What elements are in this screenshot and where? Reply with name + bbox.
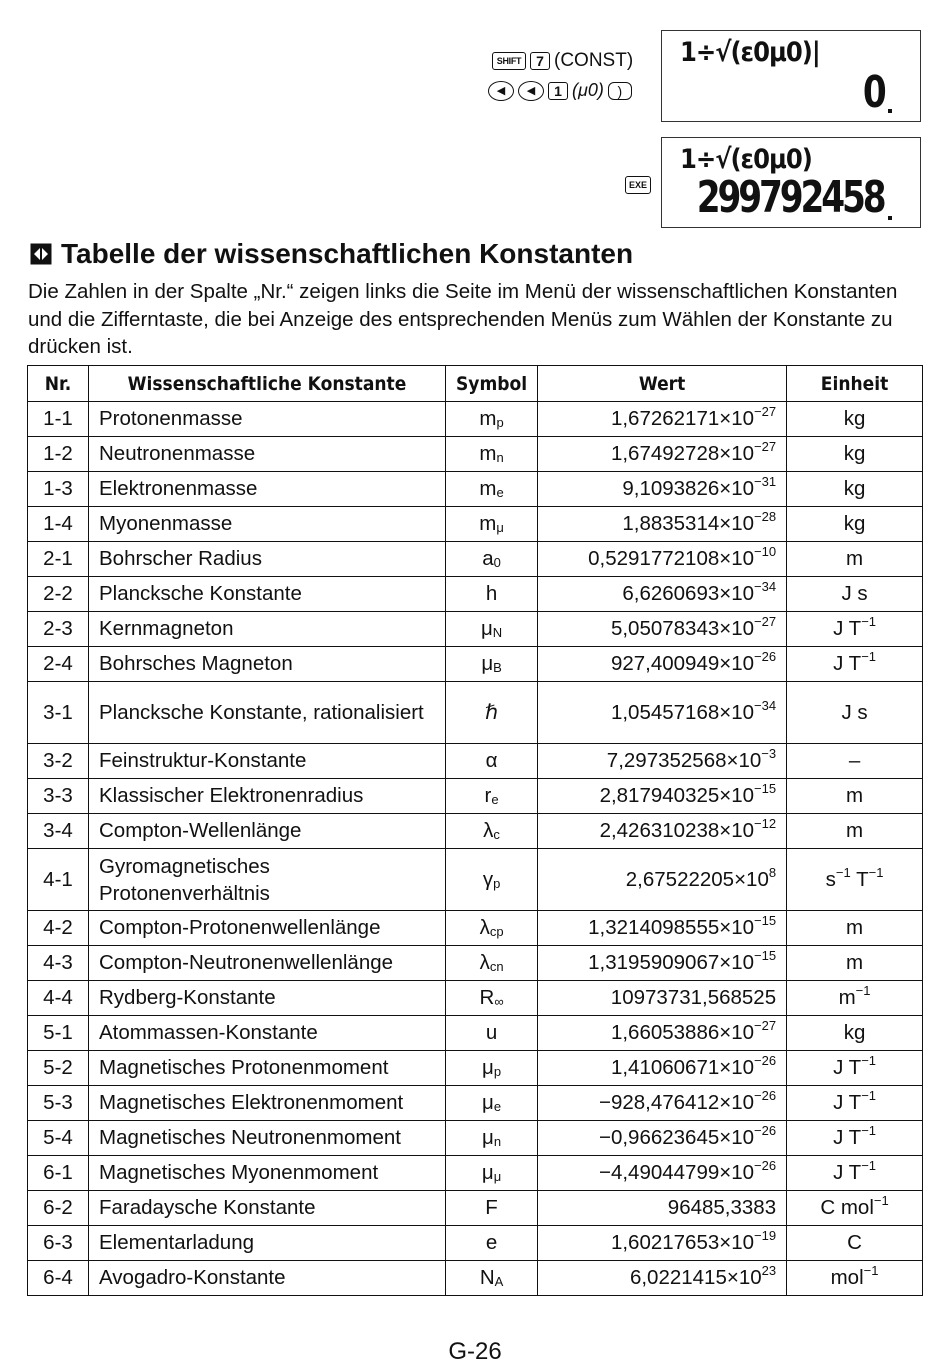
value-exponent: −26 bbox=[754, 649, 777, 664]
cell-constant-name: Compton-Neutronenwellenlänge bbox=[89, 946, 446, 981]
cell-symbol: $r_e$ bbox=[446, 779, 538, 814]
cell-nr: 6-1 bbox=[28, 1156, 89, 1191]
cell-nr: 5-2 bbox=[28, 1051, 89, 1086]
cell-symbol: $\mu_e$ bbox=[446, 1086, 538, 1121]
symbol-subscript: A bbox=[494, 1274, 504, 1289]
value-exponent: −3 bbox=[761, 746, 777, 761]
cell-constant-name: Magnetisches Neutronenmoment bbox=[89, 1121, 446, 1156]
cell-value: $2,817940325\times 10^{-15}$ bbox=[538, 779, 787, 814]
table-row bbox=[28, 1191, 923, 1226]
table-row bbox=[28, 1086, 923, 1121]
unit-exponent: −1 bbox=[861, 649, 877, 664]
unit-exponent: −1 bbox=[861, 1053, 877, 1068]
value-exponent: 23 bbox=[761, 1263, 777, 1278]
left-arrow-key-icon: ◀ bbox=[518, 81, 544, 101]
header-symbol: Symbol bbox=[446, 366, 538, 402]
cell-value: 10973731,568525 bbox=[538, 981, 787, 1016]
decimal-dot-icon bbox=[888, 216, 892, 220]
cell-unit: J $T^{-1}$ bbox=[787, 1156, 923, 1191]
table-header-row bbox=[28, 366, 923, 402]
table-row bbox=[28, 682, 923, 744]
symbol-subscript: N bbox=[492, 625, 503, 640]
cell-symbol: $\lambda_c$ bbox=[446, 814, 538, 849]
cell-constant-name: Rydberg-Konstante bbox=[89, 981, 446, 1016]
table-row bbox=[28, 612, 923, 647]
cell-symbol: F bbox=[446, 1191, 538, 1226]
cell-nr: 6-4 bbox=[28, 1261, 89, 1296]
cell-constant-name: Plancksche Konstante bbox=[89, 577, 446, 612]
unit-exponent: −1 bbox=[861, 614, 877, 629]
key-sequence-row-3 bbox=[625, 176, 651, 194]
cell-symbol: u bbox=[446, 1016, 538, 1051]
cell-value: $1,8835314\times 10^{-28}$ bbox=[538, 507, 787, 542]
cell-nr: 3-2 bbox=[28, 744, 89, 779]
cell-constant-name: Kernmagneton bbox=[89, 612, 446, 647]
value-exponent: −12 bbox=[754, 816, 777, 831]
value-exponent: −19 bbox=[754, 1228, 777, 1243]
cell-nr: 5-4 bbox=[28, 1121, 89, 1156]
unit-exponent: −1 bbox=[861, 1123, 877, 1138]
cell-unit: kg bbox=[787, 437, 923, 472]
cell-symbol: $m_p$ bbox=[446, 402, 538, 437]
cell-unit: kg bbox=[787, 507, 923, 542]
value-exponent: −26 bbox=[754, 1053, 777, 1068]
cell-value: $0,5291772108\times 10^{-10}$ bbox=[538, 542, 787, 577]
intro-paragraph: Die Zahlen in der Spalte „Nr.“ zeigen links die Seite im Menü der wissenschaftlichen Konstanten und die Zifferntaste, die bei Anzeige des entsprechenden Menüs zum Wählen der Konstante zu drücken ist. bbox=[28, 280, 898, 358]
symbol-subscript: cn bbox=[489, 959, 504, 974]
unit-exponent: −1 bbox=[861, 1158, 877, 1173]
table-row bbox=[28, 647, 923, 682]
cell-nr: 4-2 bbox=[28, 911, 89, 946]
cell-constant-name: Bohrsches Magneton bbox=[89, 647, 446, 682]
cell-value: $2,67522205\times 10^8$ bbox=[538, 849, 787, 911]
cell-symbol: $m_n$ bbox=[446, 437, 538, 472]
section-title bbox=[29, 238, 633, 270]
cell-constant-name: Bohrscher Radius bbox=[89, 542, 446, 577]
display-result: 299792458 bbox=[697, 172, 884, 223]
cell-value: $9,1093826\times 10^{-31}$ bbox=[538, 472, 787, 507]
mu0-label: (μ0) bbox=[572, 80, 604, 100]
cell-symbol: $\lambda_{cn}$ bbox=[446, 946, 538, 981]
value-exponent: −26 bbox=[754, 1123, 777, 1138]
cell-constant-name: Compton-Protonenwellenlänge bbox=[89, 911, 446, 946]
cell-nr: 1-4 bbox=[28, 507, 89, 542]
decimal-dot-icon bbox=[888, 109, 892, 113]
key-sequence-row-1 bbox=[492, 50, 633, 72]
cell-nr: 2-1 bbox=[28, 542, 89, 577]
table-row bbox=[28, 437, 923, 472]
cell-value: $1,3195909067\times 10^{-15}$ bbox=[538, 946, 787, 981]
cell-unit: m bbox=[787, 911, 923, 946]
cell-value: $6,0221415\times 10^{23}$ bbox=[538, 1261, 787, 1296]
cell-constant-name: Plancksche Konstante, rationalisiert bbox=[89, 682, 446, 744]
cell-symbol: $\lambda_{cp}$ bbox=[446, 911, 538, 946]
cell-unit: C bbox=[787, 1226, 923, 1261]
table-row bbox=[28, 981, 923, 1016]
symbol-subscript: n bbox=[493, 1134, 502, 1149]
table-row bbox=[28, 1226, 923, 1261]
symbol-subscript: ∞ bbox=[494, 994, 504, 1009]
value-exponent: −15 bbox=[754, 781, 777, 796]
symbol-subscript: e bbox=[491, 792, 499, 807]
cell-symbol: h bbox=[446, 577, 538, 612]
cell-unit: m bbox=[787, 542, 923, 577]
cell-symbol: $\mu_B$ bbox=[446, 647, 538, 682]
table-row bbox=[28, 814, 923, 849]
value-exponent: −34 bbox=[754, 698, 777, 713]
cell-symbol: $N_A$ bbox=[446, 1261, 538, 1296]
cell-symbol: $\mu_p$ bbox=[446, 1051, 538, 1086]
left-arrow-key-icon: ◀ bbox=[488, 81, 514, 101]
cell-value: $6,6260693\times 10^{-34}$ bbox=[538, 577, 787, 612]
symbol-subscript: 0 bbox=[493, 555, 501, 570]
cell-value: $1,66053886\times 10^{-27}$ bbox=[538, 1016, 787, 1051]
cell-value: $1,67492728\times 10^{-27}$ bbox=[538, 437, 787, 472]
table-row bbox=[28, 542, 923, 577]
cell-constant-name: Neutronenmasse bbox=[89, 437, 446, 472]
symbol-subscript: μ bbox=[496, 520, 504, 535]
table-row bbox=[28, 1016, 923, 1051]
table-row bbox=[28, 946, 923, 981]
cell-constant-name: Atommassen-Konstante bbox=[89, 1016, 446, 1051]
cell-nr: 4-1 bbox=[28, 849, 89, 911]
cell-value: $7,297352568\times 10^{-3}$ bbox=[538, 744, 787, 779]
symbol-subscript: p bbox=[493, 1064, 502, 1079]
cell-nr: 2-4 bbox=[28, 647, 89, 682]
cell-unit: kg bbox=[787, 402, 923, 437]
cell-symbol: α bbox=[446, 744, 538, 779]
cell-value: $-928,476412\times 10^{-26}$ bbox=[538, 1086, 787, 1121]
calculator-display-2 bbox=[661, 137, 921, 228]
cell-value: $-0,96623645\times 10^{-26}$ bbox=[538, 1121, 787, 1156]
cell-constant-name: Feinstruktur-Konstante bbox=[89, 744, 446, 779]
table-row bbox=[28, 1261, 923, 1296]
cell-symbol: $m_\mu$ bbox=[446, 507, 538, 542]
display-expression: 1÷√(ε0μ0)| bbox=[680, 37, 820, 68]
value-exponent: −27 bbox=[754, 614, 777, 629]
table-row bbox=[28, 402, 923, 437]
cell-nr: 1-1 bbox=[28, 402, 89, 437]
value-exponent: −31 bbox=[754, 474, 777, 489]
header-nr: Nr. bbox=[28, 366, 89, 402]
header-unit: Einheit bbox=[787, 366, 923, 402]
cell-constant-name: Elementarladung bbox=[89, 1226, 446, 1261]
cell-symbol: $\mu_n$ bbox=[446, 1121, 538, 1156]
cell-constant-name: Protonenmasse bbox=[89, 402, 446, 437]
symbol-subscript: cp bbox=[489, 924, 504, 939]
cell-value: $1,05457168\times 10^{-34}$ bbox=[538, 682, 787, 744]
cell-unit: – bbox=[787, 744, 923, 779]
cell-symbol: $\mu_\mu$ bbox=[446, 1156, 538, 1191]
close-paren-key: ) bbox=[608, 82, 632, 100]
cell-unit: kg bbox=[787, 1016, 923, 1051]
value-exponent: −27 bbox=[754, 1018, 777, 1033]
cell-value: 96485,3383 bbox=[538, 1191, 787, 1226]
value-exponent: −15 bbox=[754, 913, 777, 928]
page-number: G-26 bbox=[448, 1338, 502, 1365]
cell-unit: J $T^{-1}$ bbox=[787, 1051, 923, 1086]
cell-unit: C mol$^{-1}$ bbox=[787, 1191, 923, 1226]
table-row bbox=[28, 911, 923, 946]
exe-key: EXE bbox=[625, 176, 651, 194]
symbol-subscript: B bbox=[493, 660, 502, 675]
key-sequence-row-2 bbox=[488, 80, 632, 101]
table-row bbox=[28, 744, 923, 779]
unit-exponent: −1 bbox=[868, 865, 884, 880]
cell-symbol: $\mu_N$ bbox=[446, 612, 538, 647]
cell-nr: 4-4 bbox=[28, 981, 89, 1016]
section-title-text: Tabelle der wissenschaftlichen Konstanten bbox=[61, 238, 634, 269]
seven-key: 7 bbox=[530, 52, 550, 70]
table-row bbox=[28, 779, 923, 814]
symbol-subscript: n bbox=[496, 450, 504, 465]
cell-constant-name: Compton-Wellenlänge bbox=[89, 814, 446, 849]
cell-value: $1,67262171\times 10^{-27}$ bbox=[538, 402, 787, 437]
constants-table bbox=[27, 365, 923, 1296]
cell-nr: 6-3 bbox=[28, 1226, 89, 1261]
cell-constant-name: Faradaysche Konstante bbox=[89, 1191, 446, 1226]
cell-unit: J $T^{-1}$ bbox=[787, 1121, 923, 1156]
cell-value: $5,05078343\times 10^{-27}$ bbox=[538, 612, 787, 647]
table-row bbox=[28, 1051, 923, 1086]
value-exponent: 8 bbox=[768, 865, 777, 880]
calculator-display-1 bbox=[661, 30, 921, 122]
unit-exponent: −1 bbox=[873, 1193, 889, 1208]
unit-exponent: −1 bbox=[855, 983, 871, 998]
cell-unit: J s bbox=[787, 577, 923, 612]
shift-key: SHIFT bbox=[492, 52, 526, 70]
cell-symbol: $a_0$ bbox=[446, 542, 538, 577]
cell-symbol: e bbox=[446, 1226, 538, 1261]
symbol-subscript: μ bbox=[493, 1169, 502, 1184]
section-marker-icon bbox=[29, 242, 53, 266]
cell-unit: $m^{-1}$ bbox=[787, 981, 923, 1016]
symbol-subscript: e bbox=[496, 485, 504, 500]
cell-unit: $s^{-1}$ $T^{-1}$ bbox=[787, 849, 923, 911]
cell-unit: mol$^{-1}$ bbox=[787, 1261, 923, 1296]
cell-unit: m bbox=[787, 814, 923, 849]
symbol-subscript: p bbox=[496, 415, 504, 430]
cell-constant-name: Gyromagnetisches Protonenverhältnis bbox=[89, 849, 446, 911]
cell-constant-name: Elektronenmasse bbox=[89, 472, 446, 507]
cell-value: $1,41060671\times 10^{-26}$ bbox=[538, 1051, 787, 1086]
table-row bbox=[28, 472, 923, 507]
cell-constant-name: Avogadro-Konstante bbox=[89, 1261, 446, 1296]
table-row bbox=[28, 577, 923, 612]
symbol-subscript: p bbox=[493, 876, 501, 891]
cell-value: $927,400949\times 10^{-26}$ bbox=[538, 647, 787, 682]
cell-nr: 6-2 bbox=[28, 1191, 89, 1226]
one-key: 1 bbox=[548, 82, 568, 100]
header-constant: Wissenschaftliche Konstante bbox=[89, 366, 446, 402]
cell-unit: m bbox=[787, 779, 923, 814]
cell-value: $-4,49044799\times 10^{-26}$ bbox=[538, 1156, 787, 1191]
cell-nr: 1-2 bbox=[28, 437, 89, 472]
table-body bbox=[28, 402, 923, 1296]
cell-symbol: $m_e$ bbox=[446, 472, 538, 507]
display-result: 0 bbox=[863, 67, 884, 118]
symbol-subscript: c bbox=[493, 827, 500, 842]
cell-nr: 3-1 bbox=[28, 682, 89, 744]
table-row bbox=[28, 1121, 923, 1156]
cell-value: $1,3214098555\times 10^{-15}$ bbox=[538, 911, 787, 946]
value-exponent: −10 bbox=[754, 544, 777, 559]
display-expression: 1÷√(ε0μ0) bbox=[680, 144, 812, 175]
cell-symbol: $\gamma_p$ bbox=[446, 849, 538, 911]
cell-constant-name: Magnetisches Elektronenmoment bbox=[89, 1086, 446, 1121]
cell-unit: J s bbox=[787, 682, 923, 744]
cell-nr: 4-3 bbox=[28, 946, 89, 981]
cell-nr: 5-1 bbox=[28, 1016, 89, 1051]
unit-exponent: −1 bbox=[835, 865, 851, 880]
cell-constant-name: Myonenmasse bbox=[89, 507, 446, 542]
value-exponent: −28 bbox=[754, 509, 777, 524]
table-row bbox=[28, 507, 923, 542]
value-exponent: −26 bbox=[754, 1158, 777, 1173]
value-exponent: −15 bbox=[754, 948, 777, 963]
value-exponent: −34 bbox=[754, 579, 777, 594]
cell-unit: J $T^{-1}$ bbox=[787, 647, 923, 682]
cell-unit: kg bbox=[787, 472, 923, 507]
table-row bbox=[28, 849, 923, 911]
cell-symbol: ℏ bbox=[446, 682, 538, 744]
const-label: (CONST) bbox=[554, 50, 634, 71]
cell-unit: J $T^{-1}$ bbox=[787, 612, 923, 647]
table-row bbox=[28, 1156, 923, 1191]
cell-symbol: $R_\infty$ bbox=[446, 981, 538, 1016]
cell-constant-name: Magnetisches Protonenmoment bbox=[89, 1051, 446, 1086]
value-exponent: −26 bbox=[754, 1088, 777, 1103]
value-exponent: −27 bbox=[754, 439, 777, 454]
cell-nr: 2-3 bbox=[28, 612, 89, 647]
cell-value: $2,426310238\times 10^{-12}$ bbox=[538, 814, 787, 849]
cell-constant-name: Magnetisches Myonenmoment bbox=[89, 1156, 446, 1191]
cell-unit: J $T^{-1}$ bbox=[787, 1086, 923, 1121]
cell-nr: 1-3 bbox=[28, 472, 89, 507]
cell-nr: 3-4 bbox=[28, 814, 89, 849]
cell-unit: m bbox=[787, 946, 923, 981]
symbol-subscript: e bbox=[493, 1099, 502, 1114]
unit-exponent: −1 bbox=[863, 1263, 879, 1278]
cell-nr: 2-2 bbox=[28, 577, 89, 612]
unit-exponent: −1 bbox=[861, 1088, 877, 1103]
cell-constant-name: Klassischer Elektronenradius bbox=[89, 779, 446, 814]
cell-nr: 5-3 bbox=[28, 1086, 89, 1121]
cell-value: $1,60217653\times 10^{-19}$ bbox=[538, 1226, 787, 1261]
value-exponent: −27 bbox=[754, 404, 777, 419]
header-value: Wert bbox=[538, 366, 787, 402]
cell-nr: 3-3 bbox=[28, 779, 89, 814]
